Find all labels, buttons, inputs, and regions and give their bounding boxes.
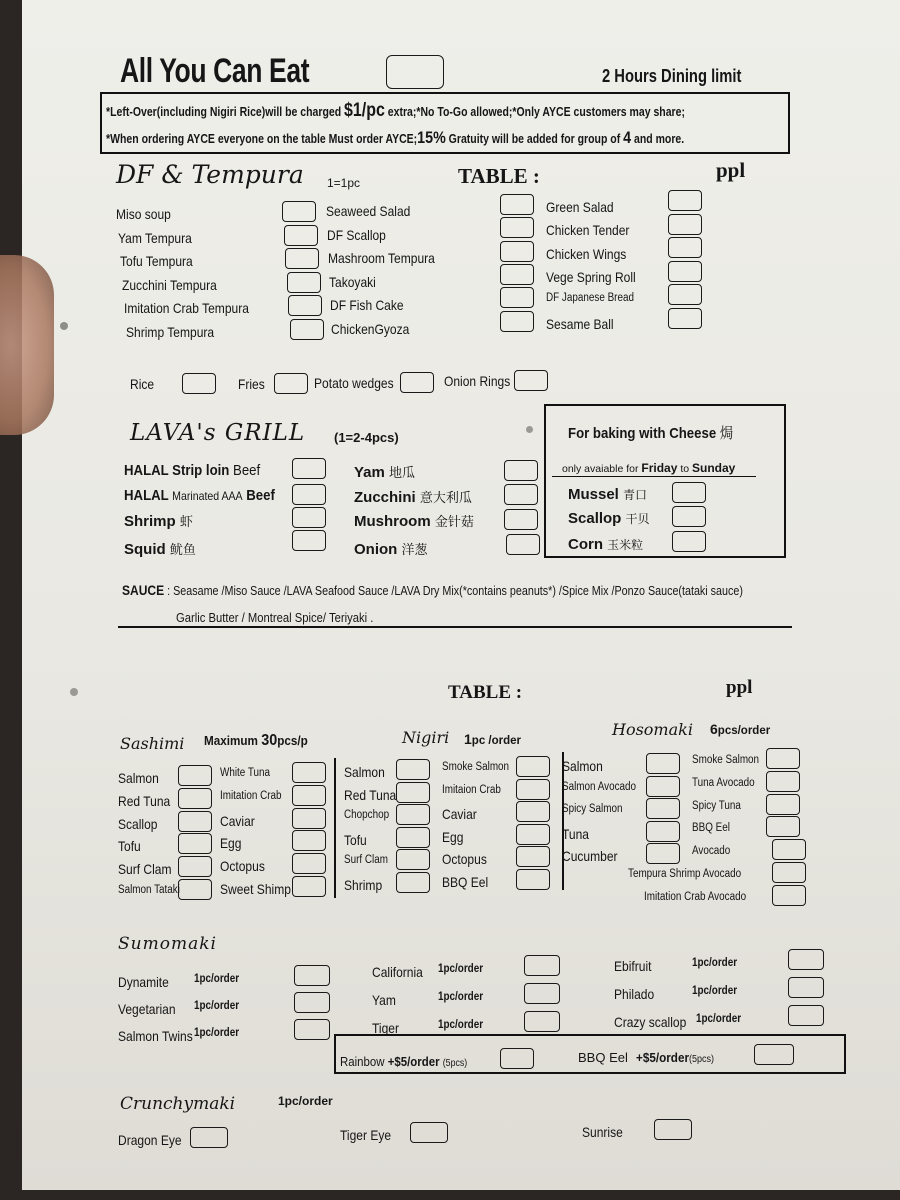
menu-item-label: Salmon — [562, 758, 603, 774]
sumomaki-item-label: Crazy scallop — [614, 1014, 687, 1030]
menu-item-checkbox[interactable] — [668, 237, 702, 258]
sumomaki-item-checkbox[interactable] — [524, 1011, 560, 1032]
menu-item-label: Octopus — [442, 851, 487, 868]
grill-onion — [354, 539, 428, 558]
shrimp-checkbox[interactable] — [292, 507, 326, 528]
menu-item-label: Tuna — [562, 825, 589, 842]
sumomaki-item-checkbox[interactable] — [788, 977, 824, 998]
menu-item-label: Shrimp — [344, 877, 383, 893]
nigiri-note-unit: pc /order — [471, 735, 522, 747]
mussel-cn: 青口 — [623, 488, 648, 502]
menu-item-label: BBQ Eel — [442, 874, 489, 890]
rule2-text-b: Gratuity will be added for group of — [445, 132, 624, 146]
menu-item-checkbox[interactable] — [292, 785, 326, 806]
sashimi-max — [204, 732, 308, 750]
menu-item-label: Egg — [442, 828, 464, 845]
sauce-line-1 — [122, 582, 743, 598]
corn-cn: 玉米粒 — [607, 538, 644, 552]
menu-item-label: Salmon Tataki — [118, 884, 180, 896]
sumomaki-title: Sumomaki — [118, 934, 217, 954]
menu-item-label: Tofu Tempura — [120, 253, 193, 269]
avail-text: only avaiable for — [562, 463, 639, 475]
sumomaki-item-label: Vegetarian — [118, 1001, 176, 1017]
bbq-price: +$5/order — [636, 1050, 690, 1065]
scallop-cn: 干贝 — [625, 512, 650, 526]
menu-item-label: Imitation Crab — [220, 789, 282, 802]
beef2-b: Beef — [246, 487, 275, 504]
crunchy-item-checkbox[interactable] — [410, 1122, 448, 1143]
menu-item-checkbox[interactable] — [500, 311, 534, 332]
menu-item-checkbox[interactable] — [668, 284, 702, 305]
menu-item-label: Surf Clam — [118, 861, 172, 878]
side-item-label: Onion Rings — [444, 373, 511, 389]
side-item-checkbox[interactable] — [182, 373, 216, 394]
table-label-1: TABLE : — [458, 164, 540, 188]
dining-limit: 2 Hours Dining limit — [602, 66, 742, 86]
corn-checkbox[interactable] — [672, 531, 706, 552]
sumomaki-item-label: Dynamite — [118, 974, 169, 990]
avail-to: to — [680, 463, 690, 475]
squid-label: Squid — [124, 541, 166, 558]
menu-item-label: Chicken Tender — [546, 222, 630, 239]
menu-item-checkbox[interactable] — [500, 287, 534, 308]
menu-item-label: Surf Clam — [344, 854, 388, 867]
menu-item-checkbox[interactable] — [516, 756, 550, 777]
sumomaki-item-per: 1pc/order — [438, 1019, 484, 1031]
menu-item-checkbox[interactable] — [178, 856, 212, 877]
menu-item-label: BBQ Eel — [692, 822, 730, 835]
menu-item-label: Egg — [220, 835, 242, 852]
yam-label: Yam — [354, 464, 385, 481]
menu-item-label: Imitation Crab Tempura — [124, 300, 249, 316]
menu-item-label: Mashroom Tempura — [328, 250, 435, 266]
sashimi-divider — [334, 758, 336, 898]
cheese-title-text: For baking with Cheese — [568, 425, 717, 442]
bbq-eel-item: BBQ Eel — [578, 1050, 628, 1065]
grill-title: LAVA's GRILL — [130, 420, 306, 446]
menu-item-checkbox[interactable] — [500, 264, 534, 285]
rule-line-1 — [106, 100, 685, 122]
menu-item-checkbox[interactable] — [292, 808, 326, 829]
side-item-label: Potato wedges — [314, 375, 394, 391]
max-text: Maximum — [204, 733, 258, 748]
menu-item-label: Vege Spring Roll — [546, 268, 636, 285]
sashimi-title: Sashimi — [120, 734, 185, 753]
menu-item-checkbox[interactable] — [282, 201, 316, 222]
menu-item-label: Caviar — [442, 806, 477, 823]
menu-item-checkbox[interactable] — [178, 833, 212, 854]
menu-item-label: Yam Tempura — [118, 229, 192, 246]
sumomaki-item-checkbox[interactable] — [788, 949, 824, 970]
rule1-text-b: extra;*No To-Go allowed;*Only AYCE customers may share; — [384, 105, 685, 119]
crunchy-item-checkbox[interactable] — [190, 1127, 228, 1148]
sumomaki-item-checkbox[interactable] — [294, 965, 330, 986]
sumomaki-item-checkbox[interactable] — [294, 1019, 330, 1040]
sumomaki-item-label: California — [372, 964, 423, 980]
menu-item-checkbox[interactable] — [766, 816, 800, 837]
sumomaki-item-checkbox[interactable] — [788, 1005, 824, 1026]
avail-underline — [552, 476, 756, 477]
squid-cn: 鱿鱼 — [169, 542, 196, 557]
sumomaki-item-per: 1pc/order — [438, 991, 484, 1003]
crunchy-item-label: Sunrise — [582, 1124, 623, 1140]
sumomaki-item-per: 1pc/order — [692, 957, 738, 969]
grill-squid — [124, 539, 196, 558]
menu-item-label: Tofu — [118, 838, 141, 855]
cheese-mussel — [568, 486, 647, 503]
menu-item-label: DF Scallop — [327, 226, 386, 243]
menu-item-checkbox[interactable] — [766, 794, 800, 815]
side-item-label: Rice — [130, 376, 155, 392]
menu-item-label: Sesame Ball — [546, 315, 614, 332]
section-divider — [118, 626, 792, 628]
mussel-label: Mussel — [568, 486, 619, 503]
cheese-scallop — [568, 510, 650, 527]
cheese-title — [568, 422, 733, 443]
bbq-pcs: (5pcs) — [689, 1054, 715, 1065]
menu-item-label: Tofu — [344, 831, 367, 848]
beef-marinated-checkbox[interactable] — [292, 484, 326, 505]
rainbow-checkbox[interactable] — [500, 1048, 534, 1069]
menu-item-label: Zucchini Tempura — [122, 276, 217, 293]
thumb-shadow — [0, 255, 54, 435]
menu-item-checkbox[interactable] — [766, 748, 800, 769]
side-item-label: Fries — [238, 376, 265, 392]
paper-mark — [70, 688, 78, 696]
menu-item-label: Smoke Salmon — [692, 754, 760, 766]
sumomaki-item-per: 1pc/order — [194, 1027, 240, 1039]
halal-1: HALAL — [124, 462, 169, 479]
mushroom-label: Mushroom — [354, 513, 431, 530]
ppl-label-2: ppl — [726, 677, 753, 698]
rule2-text: *When ordering AYCE everyone on the table Must order AYCE; — [106, 132, 418, 146]
side-item-checkbox[interactable] — [274, 373, 308, 394]
menu-item-checkbox[interactable] — [516, 779, 550, 800]
menu-item-label: ChickenGyoza — [331, 320, 410, 337]
mushroom-cn: 金针菇 — [434, 514, 474, 529]
menu-item-checkbox[interactable] — [178, 765, 212, 786]
scallop-label: Scallop — [568, 510, 622, 527]
menu-item-checkbox[interactable] — [668, 214, 702, 235]
hosomaki-note-num: 6 — [710, 721, 718, 737]
menu-item-checkbox[interactable] — [292, 762, 326, 783]
menu-item-checkbox[interactable] — [668, 190, 702, 211]
menu-item-checkbox[interactable] — [646, 798, 680, 819]
ppl-label-1: ppl — [716, 158, 746, 182]
menu-item-checkbox[interactable] — [396, 782, 430, 803]
menu-item-checkbox[interactable] — [292, 876, 326, 897]
df-note: 1=1pc — [327, 176, 361, 190]
hosomaki-title: Hosomaki — [612, 720, 693, 739]
menu-paper — [22, 0, 900, 1190]
menu-item-label: Green Salad — [546, 199, 614, 215]
sumomaki-item-per: 1pc/order — [696, 1013, 742, 1025]
nigiri-note-num: 1 — [464, 731, 472, 747]
grill-yam — [354, 462, 415, 481]
menu-item-checkbox[interactable] — [178, 788, 212, 809]
menu-item-checkbox[interactable] — [646, 753, 680, 774]
rule2-text-c: and more. — [631, 132, 685, 146]
hosomaki-note-unit: pcs/order — [717, 725, 771, 737]
crunchy-item-label: Tiger Eye — [340, 1127, 392, 1143]
sumomaki-item-label: Philado — [614, 986, 655, 1002]
menu-item-label: Scallop — [118, 815, 158, 832]
menu-item-label: Cucumber — [562, 848, 618, 865]
menu-item-label: Tuna Avocado — [692, 776, 755, 789]
menu-item-label: Octopus — [220, 858, 265, 875]
menu-item-label: Salmon Avocado — [562, 780, 637, 793]
sumomaki-item-label: Tiger — [372, 1020, 399, 1036]
grill-note: (1=2-4pcs) — [334, 430, 399, 445]
menu-item-checkbox[interactable] — [178, 879, 212, 900]
menu-item-checkbox[interactable] — [178, 811, 212, 832]
cheese-box — [544, 404, 786, 558]
crunchy-note: 1pc/order — [278, 1094, 333, 1108]
max-unit: pcs/p — [277, 733, 308, 748]
shrimp-cn: 虾 — [179, 514, 193, 529]
menu-item-checkbox[interactable] — [516, 801, 550, 822]
sumomaki-item-label: Salmon Twins — [118, 1028, 193, 1044]
paper-mark — [60, 322, 68, 330]
menu-item-label: Avocado — [692, 845, 731, 858]
crunchy-title: Crunchymaki — [120, 1094, 236, 1114]
menu-item-checkbox[interactable] — [288, 295, 322, 316]
avail-sunday: Sunday — [692, 461, 736, 475]
sauce-label: SAUCE — [122, 582, 165, 598]
grill-beef-1 — [124, 462, 260, 479]
cheese-corn — [568, 536, 643, 553]
table-label-2: TABLE : — [448, 682, 523, 703]
side-item-checkbox[interactable] — [514, 370, 548, 391]
menu-item-label: Chicken Wings — [546, 245, 627, 262]
rule1-price: $1/pc — [344, 100, 385, 121]
menu-item-checkbox[interactable] — [500, 241, 534, 262]
yam-cn: 地瓜 — [389, 465, 416, 480]
menu-item-label: DF Fish Cake — [330, 297, 404, 313]
zucchini-checkbox[interactable] — [504, 484, 538, 505]
menu-item-label: Red Tuna — [344, 786, 397, 803]
sumomaki-item-label: Ebifruit — [614, 958, 652, 974]
sauce-line-2: Garlic Butter / Montreal Spice/ Teriyaki . — [176, 611, 374, 625]
menu-item-checkbox[interactable] — [292, 853, 326, 874]
squid-checkbox[interactable] — [292, 530, 326, 551]
bbq-eel-price — [636, 1050, 714, 1065]
rule2-pct: 15% — [417, 128, 446, 147]
menu-item-label: Miso soup — [116, 206, 171, 222]
sumomaki-item-checkbox[interactable] — [524, 983, 560, 1004]
sumomaki-item-per: 1pc/order — [194, 1000, 240, 1012]
onion-cn: 洋葱 — [401, 542, 428, 557]
nigiri-title: Nigiri — [402, 728, 450, 747]
sumomaki-item-per: 1pc/order — [194, 973, 240, 985]
page-title: All You Can Eat — [120, 52, 310, 90]
menu-item-checkbox[interactable] — [646, 821, 680, 842]
cheese-title-cn: 焗 — [719, 425, 734, 442]
menu-item-checkbox[interactable] — [396, 872, 430, 893]
menu-item-checkbox[interactable] — [396, 849, 430, 870]
menu-item-checkbox[interactable] — [500, 194, 534, 215]
menu-item-checkbox[interactable] — [290, 319, 324, 340]
menu-item-label: Seaweed Salad — [326, 203, 411, 219]
menu-item-label: Salmon — [118, 770, 159, 786]
rule2-num: 4 — [623, 128, 632, 147]
rule-line-2 — [106, 128, 684, 148]
menu-item-label: Salmon — [344, 764, 385, 780]
sauce-options-1: : Seasame /Miso Sauce /LAVA Seafood Sauce /LAVA Dry Mix(*contains peanuts*) /Spice Mix /Ponzo Sauce(tataki sauce) — [164, 584, 743, 598]
menu-item-label: DF Japanese Bread — [546, 292, 634, 305]
special-rolls-box — [334, 1034, 846, 1074]
menu-item-checkbox[interactable] — [396, 827, 430, 848]
halal-2: HALAL — [124, 487, 169, 504]
menu-item-label: Sweet Shimp — [220, 881, 291, 897]
menu-item-checkbox[interactable] — [766, 771, 800, 792]
sumomaki-item-per: 1pc/order — [692, 985, 738, 997]
menu-item-checkbox[interactable] — [285, 248, 319, 269]
rainbow-label: Rainbow — [340, 1054, 385, 1069]
bbq-eel-checkbox[interactable] — [754, 1044, 794, 1065]
crunchy-item-checkbox[interactable] — [654, 1119, 692, 1140]
menu-item-checkbox[interactable] — [516, 869, 550, 890]
menu-item-checkbox[interactable] — [646, 776, 680, 797]
df-title: DF & Tempura — [116, 160, 304, 189]
mussel-checkbox[interactable] — [672, 482, 706, 503]
menu-item-label: Spicy Salmon — [562, 803, 623, 816]
beef2-a: Marinated AAA — [172, 489, 243, 503]
menu-item-checkbox[interactable] — [772, 885, 806, 906]
menu-item-checkbox[interactable] — [516, 824, 550, 845]
menu-item-checkbox[interactable] — [287, 272, 321, 293]
sumomaki-item-per: 1pc/order — [438, 963, 484, 975]
menu-item-label: White Tuna — [220, 767, 271, 779]
rainbow-price: +$5/order — [387, 1054, 440, 1069]
zucchini-cn: 意大利瓜 — [419, 490, 472, 505]
menu-item-checkbox[interactable] — [772, 862, 806, 883]
menu-item-label: Spicy Tuna — [692, 799, 741, 812]
beef-strip-checkbox[interactable] — [292, 458, 326, 479]
yam-checkbox[interactable] — [504, 460, 538, 481]
menu-item-label: Imitation Crab Avocado — [644, 890, 747, 903]
menu-item-checkbox[interactable] — [516, 846, 550, 867]
onion-checkbox[interactable] — [506, 534, 540, 555]
zucchini-label: Zucchini — [354, 489, 416, 506]
cheese-availability — [562, 461, 735, 475]
beef1-b: Beef — [233, 462, 261, 479]
nigiri-note — [464, 731, 521, 747]
mushroom-checkbox[interactable] — [504, 509, 538, 530]
menu-item-checkbox[interactable] — [292, 830, 326, 851]
menu-item-checkbox[interactable] — [500, 217, 534, 238]
menu-item-label: Smoke Salmon — [442, 761, 510, 773]
grill-zucchini — [354, 487, 472, 506]
paper-mark — [526, 426, 533, 433]
menu-item-checkbox[interactable] — [668, 308, 702, 329]
menu-item-label: Caviar — [220, 812, 255, 829]
sumomaki-item-checkbox[interactable] — [294, 992, 330, 1013]
menu-item-checkbox[interactable] — [396, 804, 430, 825]
grill-beef-2 — [124, 487, 275, 504]
menu-item-checkbox[interactable] — [396, 759, 430, 780]
rule1-text: *Left-Over(including Nigiri Rice)will be charged — [106, 105, 345, 119]
hosomaki-note — [710, 721, 770, 737]
sumomaki-item-label: Yam — [372, 992, 396, 1008]
ayce-checkbox[interactable] — [386, 55, 444, 89]
rainbow-pcs: (5pcs) — [442, 1058, 468, 1069]
menu-item-checkbox[interactable] — [646, 843, 680, 864]
menu-item-label: Takoyaki — [329, 273, 376, 290]
menu-item-label: Shrimp Tempura — [126, 323, 215, 340]
menu-item-checkbox[interactable] — [772, 839, 806, 860]
corn-label: Corn — [568, 536, 603, 553]
menu-item-label: Tempura Shrimp Avocado — [628, 868, 742, 880]
avail-friday: Friday — [641, 461, 678, 475]
rules-box — [100, 92, 790, 154]
shrimp-label: Shrimp — [124, 513, 176, 530]
menu-item-label: Imitaion Crab — [442, 783, 501, 796]
menu-item-checkbox[interactable] — [668, 261, 702, 282]
crunchy-item-label: Dragon Eye — [118, 1132, 182, 1148]
menu-item-checkbox[interactable] — [284, 225, 318, 246]
max-num: 30 — [261, 732, 278, 749]
grill-mushroom — [354, 511, 474, 530]
onion-label: Onion — [354, 541, 398, 558]
rainbow-item — [340, 1054, 467, 1069]
grill-shrimp — [124, 511, 193, 530]
scallop-checkbox[interactable] — [672, 506, 706, 527]
menu-item-label: Red Tuna — [118, 792, 171, 809]
side-item-checkbox[interactable] — [400, 372, 434, 393]
sumomaki-item-checkbox[interactable] — [524, 955, 560, 976]
beef1-a: Strip loin — [172, 462, 230, 479]
menu-item-label: Chopchop — [344, 809, 390, 822]
